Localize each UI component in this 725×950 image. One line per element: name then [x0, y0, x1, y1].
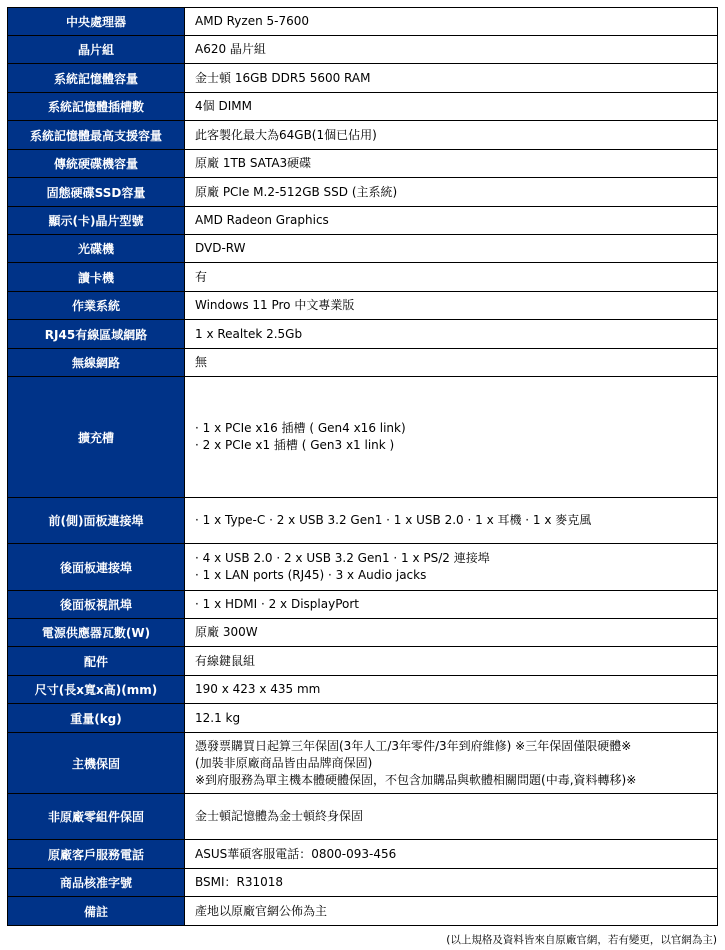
spec-row — [8, 869, 718, 897]
spec-value — [185, 121, 718, 150]
spec-row — [8, 263, 718, 292]
spec-value — [185, 36, 718, 64]
spec-value-line: ASUS華碩客服電話：0800-093-456 — [195, 846, 397, 861]
spec-value-line: 12.1 kg — [195, 710, 241, 725]
spec-value — [185, 544, 718, 591]
spec-label: 前(側)面板連接埠 — [8, 498, 185, 544]
spec-value — [185, 794, 718, 840]
spec-row — [8, 647, 718, 676]
spec-value-line: AMD Radeon Graphics — [195, 213, 329, 227]
spec-label: 顯示(卡)晶片型號 — [8, 207, 185, 235]
spec-row — [8, 897, 718, 926]
spec-label: 系統記憶體插槽數 — [8, 93, 185, 121]
spec-value — [185, 704, 718, 733]
spec-value — [185, 591, 718, 619]
spec-value — [185, 8, 718, 36]
spec-label: 尺寸(長x寬x高)(mm) — [8, 676, 185, 704]
spec-row — [8, 36, 718, 64]
spec-value-line: AMD Ryzen 5-7600 — [195, 14, 310, 28]
spec-value-line: 1 x Realtek 2.5Gb — [195, 326, 303, 341]
spec-value — [185, 377, 718, 498]
spec-value — [185, 897, 718, 926]
spec-value — [185, 93, 718, 121]
spec-row — [8, 733, 718, 794]
spec-row — [8, 121, 718, 150]
spec-value-line: 產地以原廠官網公佈為主 — [195, 903, 328, 918]
spec-value — [185, 349, 718, 377]
spec-row — [8, 150, 718, 178]
spec-label: 配件 — [8, 647, 185, 676]
spec-value — [185, 840, 718, 869]
spec-value-line: 原廠 300W — [195, 625, 258, 639]
spec-value — [185, 733, 718, 794]
spec-value — [185, 207, 718, 235]
spec-label: 光碟機 — [8, 235, 185, 263]
spec-label: 中央處理器 — [8, 8, 185, 36]
spec-value-line: 有線鍵鼠組 — [195, 653, 256, 668]
spec-row — [8, 93, 718, 121]
spec-value — [185, 619, 718, 647]
spec-row — [8, 676, 718, 704]
spec-value-line: 此客製化最大為64GB(1個已佔用) — [195, 127, 377, 142]
spec-label: 傳統硬碟機容量 — [8, 150, 185, 178]
spec-value-line: · 1 x HDMI · 2 x DisplayPort — [195, 597, 359, 611]
spec-value-line: 190 x 423 x 435 mm — [195, 682, 321, 696]
spec-value-line: 原廠 1TB SATA3硬碟 — [195, 156, 312, 170]
spec-label: 讀卡機 — [8, 263, 185, 292]
spec-value-line: 憑發票購買日起算三年保固(3年人工/3年零件/3年到府維修) ※三年保固僅限硬體※ — [195, 738, 632, 753]
spec-row — [8, 619, 718, 647]
spec-label: 晶片組 — [8, 36, 185, 64]
spec-value-line: · 1 x LAN ports (RJ45) · 3 x Audio jacks — [195, 568, 427, 582]
spec-row — [8, 292, 718, 320]
spec-label: 後面板連接埠 — [8, 544, 185, 591]
spec-row — [8, 320, 718, 349]
spec-value-line: · 4 x USB 2.0 · 2 x USB 3.2 Gen1 · 1 x PS/2 連接埠 — [195, 551, 490, 565]
spec-value-line: BSMI：R31018 — [195, 875, 284, 889]
spec-value — [185, 498, 718, 544]
spec-value-line: Windows 11 Pro 中文專業版 — [195, 298, 355, 312]
spec-value-line: 金士頓記憶體為金士頓終身保固 — [195, 809, 364, 823]
spec-value-line: 4個 DIMM — [195, 99, 252, 113]
spec-value-line: · 1 x Type-C · 2 x USB 3.2 Gen1 · 1 x USB 2.0 · 1 x 耳機 · 1 x 麥克風 — [195, 513, 592, 527]
spec-value-line: 原廠 PCIe M.2-512GB SSD (主系統) — [195, 184, 398, 199]
spec-label: 重量(kg) — [8, 704, 185, 733]
spec-value-line: 無 — [195, 355, 208, 369]
spec-row — [8, 377, 718, 498]
spec-value — [185, 150, 718, 178]
spec-value — [185, 263, 718, 292]
footnote: (以上規格及資料皆來自原廠官網，若有變更，以官網為主) — [446, 934, 717, 946]
spec-label: 備註 — [8, 897, 185, 926]
spec-label: 擴充槽 — [8, 377, 185, 498]
spec-label: 系統記憶體容量 — [8, 64, 185, 93]
spec-row — [8, 591, 718, 619]
spec-label: 電源供應器瓦數(W) — [8, 619, 185, 647]
spec-value-line: 有 — [195, 269, 208, 284]
spec-row — [8, 349, 718, 377]
spec-row — [8, 207, 718, 235]
spec-table-body — [8, 8, 718, 926]
spec-value-line: ※到府服務為單主機本體硬體保固，不包含加購品與軟體相關問題(中毒,資料轉移)※ — [195, 772, 637, 787]
spec-row — [8, 498, 718, 544]
spec-row — [8, 64, 718, 93]
spec-value-line: A620 晶片組 — [195, 42, 266, 56]
spec-label: 無線網路 — [8, 349, 185, 377]
spec-value-line: (加裝非原廠商品皆由品牌商保固) — [195, 755, 373, 770]
spec-label: 後面板視訊埠 — [8, 591, 185, 619]
spec-value — [185, 64, 718, 93]
spec-label: 固態硬碟SSD容量 — [8, 178, 185, 207]
spec-value-line: DVD-RW — [195, 241, 246, 255]
spec-value — [185, 676, 718, 704]
spec-row — [8, 178, 718, 207]
spec-value — [185, 235, 718, 263]
spec-label: 原廠客戶服務電話 — [8, 840, 185, 869]
spec-value — [185, 869, 718, 897]
spec-value — [185, 647, 718, 676]
spec-value-line: · 1 x PCIe x16 插槽 ( Gen4 x16 link) — [195, 421, 406, 435]
spec-value — [185, 178, 718, 207]
spec-row — [8, 235, 718, 263]
spec-row — [8, 840, 718, 869]
spec-row — [8, 8, 718, 36]
spec-label: 系統記憶體最高支援容量 — [8, 121, 185, 150]
spec-label: 主機保固 — [8, 733, 185, 794]
spec-row — [8, 794, 718, 840]
spec-row — [8, 704, 718, 733]
spec-label: 非原廠零組件保固 — [8, 794, 185, 840]
spec-value — [185, 292, 718, 320]
spec-row — [8, 544, 718, 591]
spec-label: RJ45有線區域網路 — [8, 320, 185, 349]
spec-value-line: 金士頓 16GB DDR5 5600 RAM — [195, 70, 371, 85]
spec-value-line: · 2 x PCIe x1 插槽 ( Gen3 x1 link ) — [195, 438, 395, 452]
spec-label: 商品核准字號 — [8, 869, 185, 897]
spec-table — [7, 7, 718, 926]
spec-label: 作業系統 — [8, 292, 185, 320]
spec-value — [185, 320, 718, 349]
